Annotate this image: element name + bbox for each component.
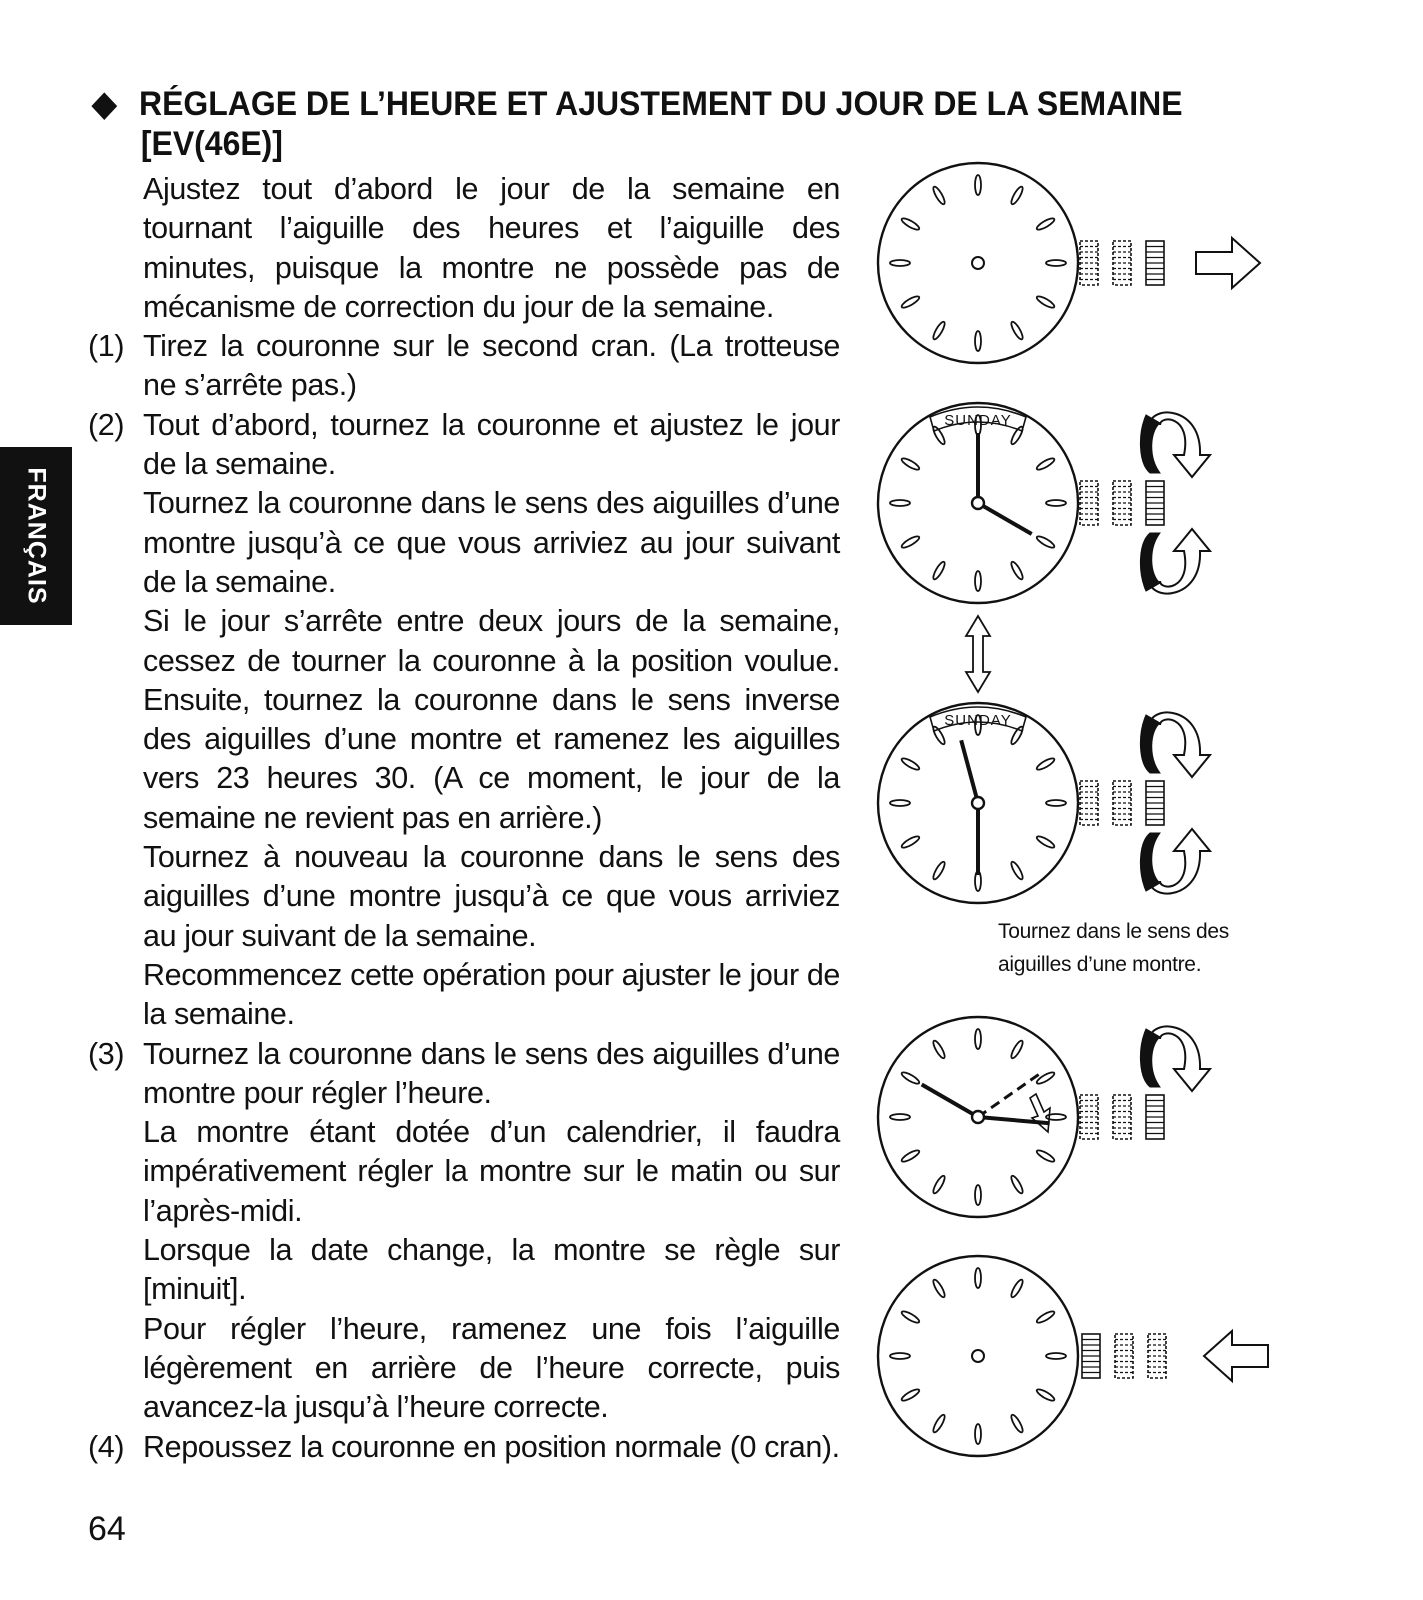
hour-marker [931, 425, 946, 445]
arrow-band [1140, 715, 1160, 773]
center-pin [972, 257, 984, 269]
hour-marker [1046, 800, 1066, 806]
hour-marker [1035, 534, 1055, 549]
watch-5 [878, 1256, 1078, 1456]
hour-marker [900, 534, 920, 549]
hour-marker [975, 1185, 981, 1205]
double-arrow-icon [966, 616, 990, 692]
page-number: 64 [88, 1510, 126, 1548]
language-tab-label: FRANÇAIS [22, 467, 51, 605]
paragraph-step-4: (4) Repoussez la couronne en position normale (0 cran). [88, 1428, 840, 1467]
step-number: (2) [88, 407, 125, 442]
hour-marker [900, 294, 920, 309]
heading-line1: RÉGLAGE DE L’HEURE ET AJUSTEMENT DU JOUR DE LA SEMAINE [139, 85, 1183, 123]
crown-ghost-icon [1113, 241, 1131, 285]
hour-marker [890, 800, 910, 806]
day-window-frame [930, 407, 1026, 431]
paragraph: Tournez à nouveau la couronne dans le sens des aiguilles d’une montre jusqu’à ce que vous arriviez au jour suivant de la semaine. [143, 840, 840, 953]
crown-ghost-icon [1080, 241, 1098, 285]
arrow-band [1140, 415, 1160, 473]
hour-marker [900, 1148, 920, 1163]
paragraph: Recommencez cette opération pour ajuster le jour de la semaine. [143, 957, 840, 1032]
hour-marker [900, 1070, 920, 1085]
heading-line2: [EV(46E)] [140, 125, 283, 163]
clockwise-arrow-icon [1150, 713, 1210, 777]
crown-positions [1082, 1334, 1166, 1378]
crown-ghost-icon [1115, 1334, 1133, 1378]
move-hint-arrow-icon [1030, 1094, 1050, 1132]
hour-marker [975, 415, 981, 435]
hour-marker [931, 1278, 946, 1298]
hour-marker [975, 331, 981, 351]
paragraph: Lorsque la date change, la montre se règle sur [minuit]. [143, 1233, 840, 1307]
crown-ghost-icon [1113, 1095, 1131, 1139]
step-number: (3) [88, 1036, 125, 1071]
watch-3 [878, 703, 1078, 903]
watch-case [878, 163, 1078, 363]
hour-marker [931, 725, 946, 745]
paragraph: Pour régler l’heure, ramenez une fois l’aiguille légèrement en arrière de l’heure correcte, puis avancez-la jusqu’à l’heure correcte. [143, 1311, 840, 1425]
hour-marker [1009, 1413, 1024, 1433]
watch-hand [978, 503, 1032, 534]
hour-marker [900, 834, 920, 849]
day-window [930, 707, 1026, 731]
paragraph-step-3: (3) Tournez la couronne dans le sens des aiguilles d’une montre pour régler l’heure. [88, 1036, 840, 1110]
watch-case [878, 1017, 1078, 1217]
crown-icon [1146, 781, 1164, 825]
crown-ghost-icon [1113, 481, 1131, 525]
paragraph: Ajustez tout d’abord le jour de la semaine en tournant l’aiguille des heures et l’aiguille des minutes, puisque la montre ne possède pas de mécanisme de correction du jour de la semaine. [143, 172, 840, 324]
crown-icon [1082, 1334, 1100, 1378]
pull-arrow-icon [1196, 238, 1260, 288]
center-pin [972, 797, 984, 809]
hour-marker [900, 756, 920, 771]
hour-marker [1035, 294, 1055, 309]
day-window [930, 407, 1026, 431]
center-pin [972, 1111, 984, 1123]
hour-marker [1035, 834, 1055, 849]
watch-case [878, 403, 1078, 603]
watch-4 [878, 1017, 1078, 1217]
center-pin [972, 1350, 984, 1362]
crown-positions [1080, 481, 1164, 525]
center-pin [972, 497, 984, 509]
watch-case [878, 1256, 1078, 1456]
hour-marker [900, 1309, 920, 1324]
push-arrow-icon [1204, 1331, 1268, 1381]
crown-positions [1080, 241, 1164, 285]
hour-marker [1046, 1353, 1066, 1359]
crown-icon [1146, 481, 1164, 525]
hour-marker [1009, 185, 1024, 205]
crown-icon [1146, 1095, 1164, 1139]
hour-marker [1035, 1387, 1055, 1402]
hour-marker [1009, 560, 1024, 580]
arrow-band [1140, 833, 1160, 891]
diamond-bullet-icon: ◆ [92, 85, 117, 123]
hour-marker [890, 1114, 910, 1120]
clockwise-arrow-icon [1150, 529, 1210, 593]
hour-marker [900, 456, 920, 471]
crown-ghost-icon [1080, 781, 1098, 825]
hour-marker [1046, 1114, 1066, 1120]
language-tab [0, 447, 72, 625]
hour-marker [975, 175, 981, 195]
hour-marker [931, 860, 946, 880]
arrow-band [1140, 1029, 1160, 1087]
hour-marker [931, 185, 946, 205]
step-number: (1) [88, 329, 125, 364]
paragraph: Tournez la couronne dans le sens des aiguilles d’une montre jusqu’à ce que vous arriviez au jour suivant de la semaine. [143, 486, 840, 599]
hour-marker [1009, 860, 1024, 880]
hour-marker [1035, 456, 1055, 471]
watch-hand [978, 1117, 1050, 1123]
hour-marker [1035, 1070, 1055, 1085]
crown-ghost-icon [1148, 1334, 1166, 1378]
hour-marker [975, 715, 981, 735]
figure-caption: Tournez dans le sens des aiguilles d’une montre. [998, 920, 1229, 976]
hour-marker [975, 1424, 981, 1444]
crown-positions [1080, 1095, 1164, 1139]
crown-ghost-icon [1113, 781, 1131, 825]
day-window-label: SUNDAY [944, 412, 1012, 429]
hour-marker [931, 1039, 946, 1059]
hour-marker [1009, 320, 1024, 340]
hour-marker [1035, 1148, 1055, 1163]
day-window-frame [930, 707, 1026, 731]
hour-marker [890, 1353, 910, 1359]
hour-marker [931, 320, 946, 340]
paragraph: La montre étant dotée d’un calendrier, il faudra impérativement régler la montre sur le matin ou sur l’après-midi. [143, 1115, 840, 1228]
crown-icon [1146, 241, 1164, 285]
hour-marker [1009, 425, 1024, 445]
crown-positions [1080, 781, 1164, 825]
watch-case [878, 703, 1078, 903]
hour-marker [890, 260, 910, 266]
crown-ghost-icon [1080, 481, 1098, 525]
hour-marker [975, 1029, 981, 1049]
hour-marker [1046, 260, 1066, 266]
step-number: (4) [88, 1429, 125, 1464]
hour-marker [1046, 500, 1066, 506]
hour-marker [890, 500, 910, 506]
hour-marker [900, 216, 920, 231]
watch-hand [961, 740, 978, 803]
arrow-band [1140, 533, 1160, 591]
paragraph-step-1: (1) Tirez la couronne sur le second cran. (La trotteuse ne s’arrête pas.) [88, 329, 840, 403]
hour-marker [1035, 216, 1055, 231]
hour-marker [1009, 1278, 1024, 1298]
hour-marker [1035, 1309, 1055, 1324]
hour-marker [900, 1387, 920, 1402]
watch-hand [978, 1072, 1042, 1117]
clockwise-arrow-icon [1150, 1027, 1210, 1091]
watch-2 [878, 403, 1078, 603]
paragraph-step-2: (2) Tout d’abord, tournez la couronne et ajustez le jour de la semaine. [88, 407, 840, 482]
paragraph: Si le jour s’arrête entre deux jours de la semaine, cessez de tourner la couronne à la position voulue. Ensuite, tournez la couronne dans le sens inverse des aiguilles d’une montre et ramenez les aiguilles vers 23 heures 30. (A ce moment, le jour de la semaine ne revient pas en arrière.) [143, 604, 840, 835]
clockwise-arrow-icon [1150, 413, 1210, 477]
watch-1 [878, 163, 1078, 363]
watch-hand [922, 1085, 978, 1118]
hour-marker [931, 1174, 946, 1194]
hour-marker [1009, 1174, 1024, 1194]
crown-ghost-icon [1080, 1095, 1098, 1139]
instructions [88, 170, 840, 1467]
section-heading [92, 84, 1258, 164]
hour-marker [931, 1413, 946, 1433]
hour-marker [1009, 1039, 1024, 1059]
day-window-label: SUNDAY [944, 712, 1012, 729]
hour-marker [975, 571, 981, 591]
hour-marker [975, 1268, 981, 1288]
hour-marker [1009, 725, 1024, 745]
clockwise-arrow-icon [1150, 829, 1210, 893]
hour-marker [931, 560, 946, 580]
hour-marker [1035, 756, 1055, 771]
hour-marker [975, 871, 981, 891]
